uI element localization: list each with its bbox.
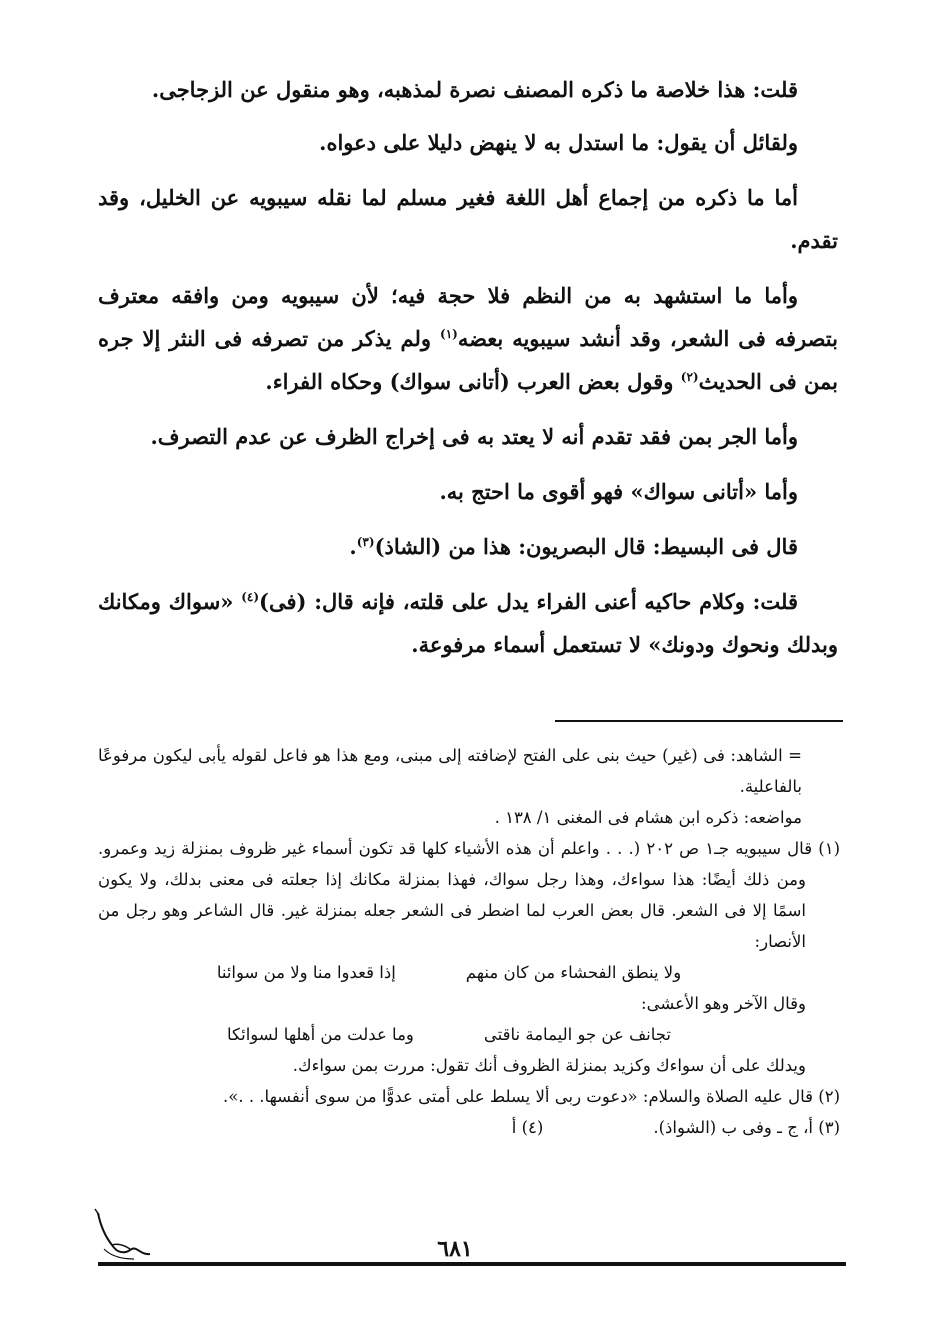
paragraph xyxy=(98,525,838,568)
paragraph-text: «سواك ومكانك وبدلك ونحوك ودونك» لا تستعمل أسماء مرفوعة. xyxy=(98,589,838,657)
verse-intro: وقال الآخر وهو الأعشى: xyxy=(641,994,806,1013)
bottom-rule xyxy=(98,1262,846,1266)
paragraph-text: قلت: وكلام حاكيه أعنى الفراء يدل على قلته، فإنه قال: (فى) xyxy=(259,589,798,614)
footnote-ref[interactable]: (٢) xyxy=(680,370,699,384)
pen-signature-icon xyxy=(90,1205,154,1265)
footnotes xyxy=(98,740,840,1143)
footnote-2: (٢) قال عليه الصلاة والسلام: «دعوت ربى ألا يسلط على أمتى عدوًّا من سوى أنفسها. . .». xyxy=(222,1087,840,1106)
footnote-continuation: = الشاهد: فى (غير) حيث بنى على الفتح لإضافته إلى مبنى، ومع هذا هو فاعل لقوله يأبى ليكون مرفوعًا بالفاعلية. xyxy=(98,746,802,796)
paragraph-text: أما ما ذكره من إجماع أهل اللغة فغير مسلم لما نقله سيبويه عن الخليل، وقد تقدم. xyxy=(98,185,838,253)
main-text xyxy=(98,68,838,678)
verse-line xyxy=(98,957,840,988)
paragraph-text: قال فى البسيط: قال البصريون: هذا من (الشاذ) xyxy=(374,534,798,559)
footnotes-3-4 xyxy=(98,1112,840,1143)
paragraph-text: وأما ما استشهد به من النظم فلا حجة فيه؛ لأن سيبويه ومن وافقه معترف بتصرفه فى الشعر، وقد أنشد سيبويه بعضه xyxy=(98,283,838,351)
paragraph-text: ولقائل أن يقول: ما استدل به لا ينهض دليلا على دعواه. xyxy=(319,130,798,155)
paragraph xyxy=(98,470,838,513)
paragraph xyxy=(98,415,838,458)
footnote-ref[interactable]: (٣) xyxy=(356,535,375,549)
footnote-sources: مواضعه: ذكره ابن هشام فى المغنى ١/ ١٣٨ . xyxy=(494,808,802,827)
paragraph-text: . xyxy=(349,534,357,559)
paragraph xyxy=(98,121,838,164)
paragraph xyxy=(98,68,838,111)
footnote-4: (٤) أ xyxy=(511,1118,544,1137)
paragraph-text: وقول بعض العرب (أتانى سواك) وحكاه الفراء. xyxy=(265,369,681,394)
paragraph xyxy=(98,274,838,403)
verse-hemistich: إذا قعدوا منا ولا من سوائنا xyxy=(216,963,396,982)
verse-hemistich: تجانف عن جو اليمامة ناقتى xyxy=(483,1025,672,1044)
verse-line xyxy=(98,1019,840,1050)
footnote-ref[interactable]: (١) xyxy=(440,327,458,341)
paragraph-text: قلت: هذا خلاصة ما ذكره المصنف نصرة لمذهبه، وهو منقول عن الزجاجى. xyxy=(151,77,798,102)
paragraph xyxy=(98,580,838,666)
verse-hemistich: ولا ينطق الفحشاء من كان منهم xyxy=(465,963,682,982)
paragraph xyxy=(98,176,838,262)
paragraph-text: ولم يذكر من تصرفه فى النثر إلا جره بمن فى الحديث xyxy=(98,326,838,394)
verse-hemistich: وما عدلت من أهلها لسوائكا xyxy=(226,1025,414,1044)
footnote-ref[interactable]: (٤) xyxy=(241,590,260,604)
footnote-separator xyxy=(555,720,843,722)
footnote-1-end: ويدلك على أن سواءك وكزيد بمنزلة الظروف أنك تقول: مررت بمن سواءك. xyxy=(292,1056,806,1075)
paragraph-text: وأما الجر بمن فقد تقدم أنه لا يعتد به فى إخراج الظرف عن عدم التصرف. xyxy=(150,424,798,449)
footnote-3: (٣) أ، ج ـ وفى ب (الشواذ). xyxy=(653,1118,840,1137)
page-number: ٦٨١ xyxy=(437,1236,473,1262)
footnote-1: (١) قال سيبويه جـ١ ص ٢٠٢ (. . . واعلم أن هذه الأشياء كلها قد تكون أسماء غير ظروف بمنزلة زيد وعمرو. ومن ذلك أيضًا: هذا سواءك، وهذا رجل سواك، فهذا بمنزلة مكانك إذا جعلته فى معنى بدلك، ولا يكون اسمًا إلا فى الشعر. قال بعض العرب لما اضطر فى الشعر جعله بمنزلة غير. قال الشاعر وهو رجل من الأنصار: xyxy=(98,839,840,951)
paragraph-text: وأما «أتانى سواك» فهو أقوى ما احتج به. xyxy=(439,479,798,504)
